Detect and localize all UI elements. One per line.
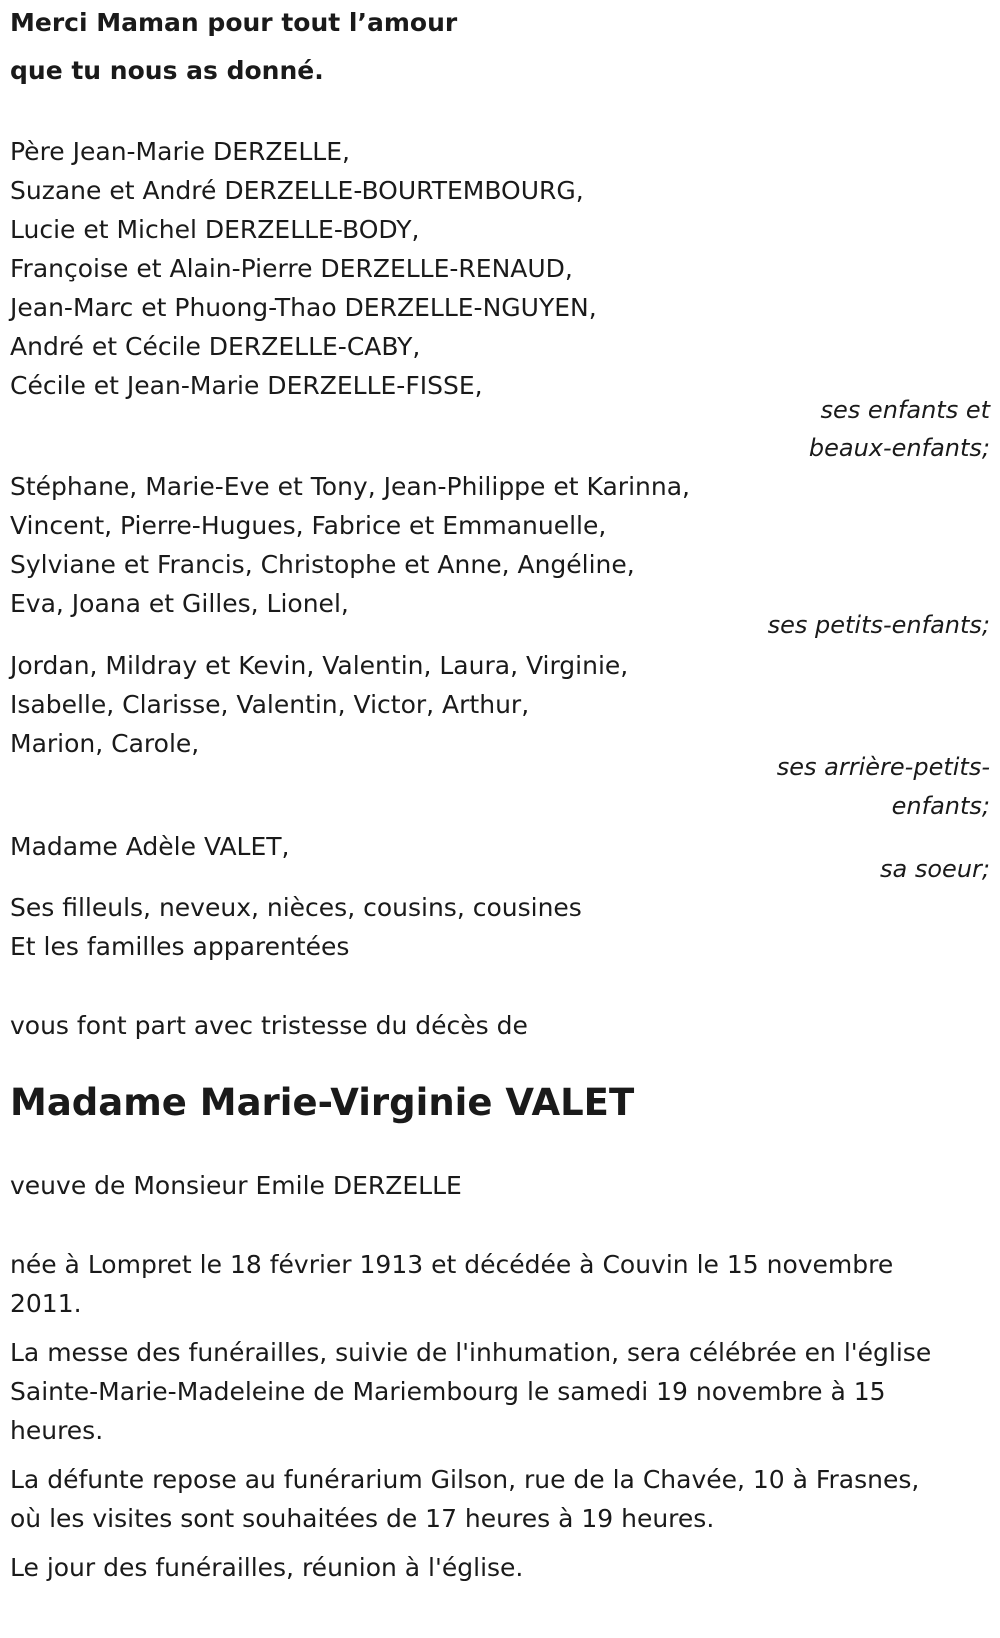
dedication-line-2: que tu nous as donné.: [10, 56, 324, 85]
widow-of-text: veuve de Monsieur Emile DERZELLE: [10, 1171, 462, 1200]
grandchildren-role: ses petits-enfants;: [767, 611, 990, 639]
funeral-mass-line-1: La messe des funérailles, suivie de l'inhumation, sera célébrée en l'église: [10, 1338, 932, 1367]
children-name-1: Père Jean-Marie DERZELLE,: [10, 137, 350, 166]
children-name-5: Jean-Marc et Phuong-Thao DERZELLE-NGUYEN,: [10, 293, 597, 322]
children-name-4: Françoise et Alain-Pierre DERZELLE-RENAUD,: [10, 254, 573, 283]
children-name-2: Suzane et André DERZELLE-BOURTEMBOURG,: [10, 176, 584, 205]
children-name-3: Lucie et Michel DERZELLE-BODY,: [10, 215, 420, 244]
children-name-7: Cécile et Jean-Marie DERZELLE-FISSE,: [10, 371, 483, 400]
dedication-line-1: Merci Maman pour tout l’amour: [10, 8, 458, 37]
grandchildren-name-3: Sylviane et Francis, Christophe et Anne, Angéline,: [10, 550, 635, 579]
funerarium-line-1: La défunte repose au funérarium Gilson, rue de la Chavée, 10 à Frasnes,: [10, 1465, 920, 1494]
announcement-text: vous font part avec tristesse du décès de: [10, 1011, 528, 1040]
great-grandchildren-role-line-1: ses arrière-petits-: [776, 753, 990, 781]
others-line-2: Et les familles apparentées: [10, 932, 350, 961]
others-line-1: Ses filleuls, neveux, nièces, cousins, cousines: [10, 893, 582, 922]
grandchildren-name-1: Stéphane, Marie-Eve et Tony, Jean-Philippe et Karinna,: [10, 472, 690, 501]
funerarium-line-2: où les visites sont souhaitées de 17 heures à 19 heures.: [10, 1504, 715, 1533]
great-grandchildren-name-3: Marion, Carole,: [10, 729, 200, 758]
great-grandchildren-name-1: Jordan, Mildray et Kevin, Valentin, Laura, Virginie,: [10, 651, 629, 680]
birth-death-line-1: née à Lompret le 18 février 1913 et décédée à Couvin le 15 novembre: [10, 1250, 894, 1279]
great-grandchildren-role-line-2: enfants;: [891, 792, 990, 820]
sister-role: sa soeur;: [880, 855, 990, 883]
deceased-name: Madame Marie-Virginie VALET: [10, 1081, 635, 1124]
birth-death-line-2: 2011.: [10, 1289, 82, 1318]
grandchildren-name-4: Eva, Joana et Gilles, Lionel,: [10, 589, 349, 618]
children-role-line-1: ses enfants et: [820, 396, 990, 424]
great-grandchildren-name-2: Isabelle, Clarisse, Valentin, Victor, Arthur,: [10, 690, 530, 719]
funeral-mass-line-3: heures.: [10, 1416, 104, 1445]
children-name-6: André et Cécile DERZELLE-CABY,: [10, 332, 421, 361]
children-role-line-2: beaux-enfants;: [808, 434, 990, 462]
grandchildren-name-2: Vincent, Pierre-Hugues, Fabrice et Emmanuelle,: [10, 511, 607, 540]
funeral-mass-line-2: Sainte-Marie-Madeleine de Mariembourg le samedi 19 novembre à 15: [10, 1377, 886, 1406]
meeting-text: Le jour des funérailles, réunion à l'église.: [10, 1553, 524, 1582]
sister-name: Madame Adèle VALET,: [10, 832, 290, 861]
